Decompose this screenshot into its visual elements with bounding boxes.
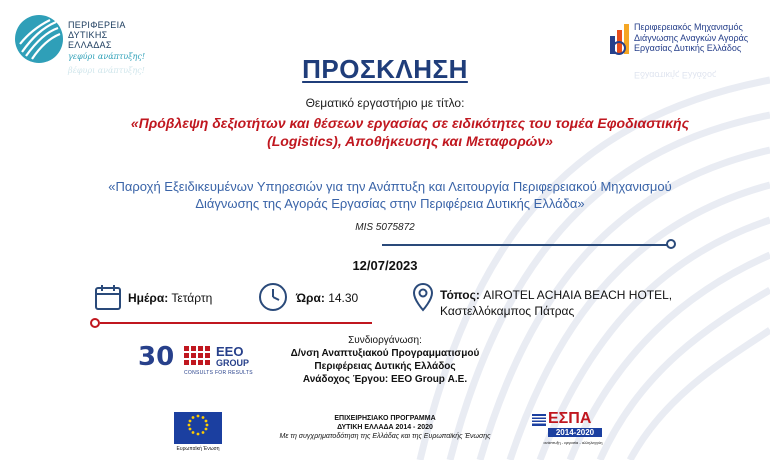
mechanism-line: Διάγνωσης Αναγκών Αγοράς: [634, 32, 749, 43]
place-value: AIROTEL ACHAIA BEACH HOTEL,: [483, 288, 673, 302]
event-date: 12/07/2023: [352, 258, 418, 273]
workshop-subtitle: Θεματικό εργαστήριο με τίτλο:: [305, 96, 465, 110]
co-organization: [0, 334, 770, 386]
eeo-grid-icon: [184, 346, 212, 366]
region-name: [68, 20, 126, 50]
calendar-icon: [94, 283, 122, 311]
event-time: [296, 291, 358, 305]
time-value: 14.30: [328, 291, 359, 305]
mechanism-reflection: Εδλαστικής Ελλάδος: [634, 70, 717, 80]
eeo-tagline: CONSULTS FOR RESULTS: [184, 370, 253, 376]
day-label: Ημέρα:: [128, 291, 169, 305]
mechanism-name: [634, 22, 748, 54]
eeo-logo: [138, 340, 258, 380]
espa-logo: [532, 410, 603, 445]
workshop-title: «Πρόβλεψη δεξιοτήτων και θέσεων εργασίας σε ειδικότητες του τομέα Εφοδιαστικής (Logistics), Αποθήκευσης και Μεταφορών»: [130, 115, 690, 149]
divider-bottom: [100, 322, 372, 324]
espa-years: 2014-2020: [548, 428, 602, 437]
region-slogan-reflection: βέφυρι ανάπτυξης!: [68, 66, 145, 75]
region-line: ΠΕΡΙΦΕΡΕΙΑ: [68, 20, 126, 30]
region-line: ΕΛΛΑΔΑΣ: [68, 40, 112, 50]
program-line: ΔΥΤΙΚΗ ΕΛΛΑΔΑ 2014 - 2020: [337, 424, 433, 431]
eu-stars-icon: [174, 412, 222, 438]
place-value-line2: Καστελλόκαμπος Πάτρας: [440, 304, 575, 318]
day-value: Τετάρτη: [171, 291, 213, 305]
eeo-years: 30: [138, 342, 175, 372]
program-text: [250, 414, 520, 441]
clock-icon: [258, 282, 288, 312]
espa-name: ΕΣΠΑ: [548, 410, 592, 427]
page-title: ΠΡΟΣΚΛΗΣΗ: [302, 54, 468, 84]
mechanism-line: Εργασίας Δυτικής Ελλάδος: [634, 43, 742, 53]
coorg-line: Περιφέρειας Δυτικής Ελλάδος: [314, 361, 456, 372]
project-title: «Παροχή Εξειδικευμένων Υπηρεσιών για την Ανάπτυξη και Λειτουργία Περιφερειακού Μηχανισμού Διάγνωσης της Αγοράς Εργασίας στην Περιφέρεια Δυτικής Ελλάδα»: [108, 179, 672, 211]
program-line: ΕΠΙΧΕΙΡΗΣΙΑΚΟ ΠΡΟΓΡΑΜΜΑ: [334, 415, 436, 422]
event-day: [128, 291, 212, 305]
place-label: Τόπος:: [440, 288, 480, 302]
program-line: Με τη συγχρηματοδότηση της Ελλάδας και της Ευρωπαϊκής Ένωσης: [279, 433, 491, 440]
coorg-label: Συνδιοργάνωση:: [348, 335, 422, 346]
eu-flag: [174, 412, 222, 452]
divider-dot: [666, 239, 676, 249]
location-pin-icon: [412, 282, 434, 312]
eeo-group: GROUP: [216, 358, 250, 368]
region-slogan: γεφύρι ανάπτυξης!: [68, 52, 146, 61]
coorg-line: Ανάδοχος Έργου: EEO Group Α.Ε.: [302, 374, 468, 385]
eeo-name: EEO: [216, 344, 244, 359]
mechanism-emblem-icon: [608, 22, 632, 56]
eu-label: Ευρωπαϊκή Ένωση: [176, 446, 220, 452]
mis-code: MIS 5075872: [355, 222, 415, 233]
region-line: ΔΥΤΙΚΗΣ: [68, 30, 108, 40]
mechanism-line: Περιφερειακός Μηχανισμός: [634, 22, 743, 32]
coorg-line: Δ/νση Αναπτυξιακού Προγραμματισμού: [290, 348, 480, 359]
espa-tagline: ανάπτυξη - εργασία - αλληλεγγύη: [543, 440, 603, 445]
divider-top: [382, 244, 670, 246]
event-place: [440, 287, 672, 319]
time-label: Ώρα:: [296, 291, 325, 305]
espa-flag-icon: [532, 414, 546, 426]
divider-dot-red: [90, 318, 100, 328]
